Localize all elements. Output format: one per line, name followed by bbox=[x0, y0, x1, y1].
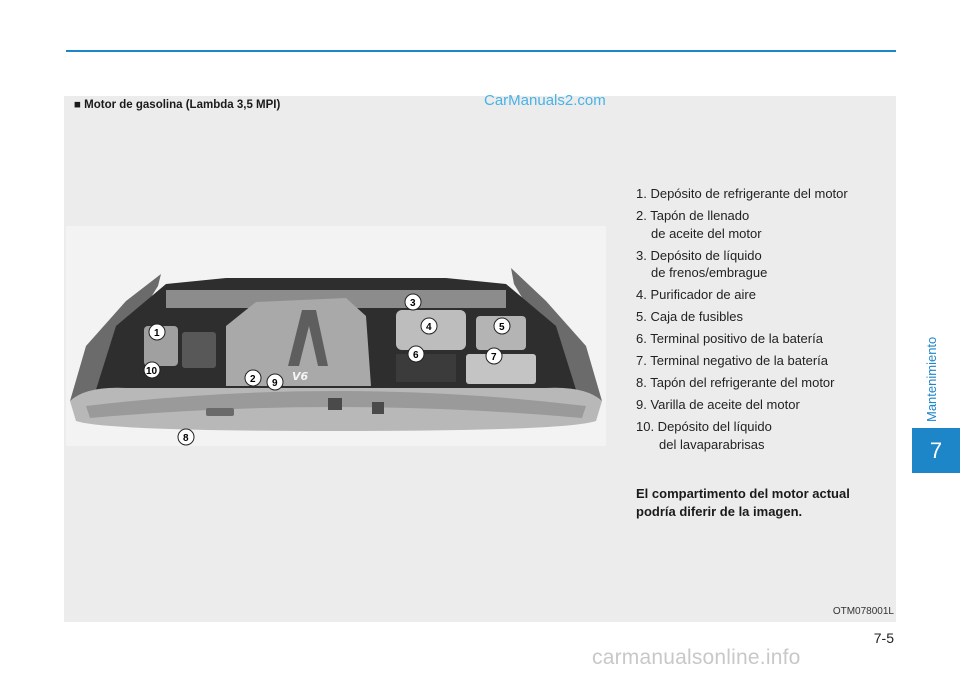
list-item: 3. Depósito de líquido de frenos/embrague bbox=[636, 247, 768, 280]
svg-text:6: 6 bbox=[413, 350, 419, 361]
callout-9 bbox=[267, 374, 283, 390]
chapter-tab[interactable] bbox=[912, 428, 960, 473]
callout-2 bbox=[245, 370, 261, 386]
svg-text:5: 5 bbox=[499, 322, 505, 333]
page-number: 7-5 bbox=[873, 630, 894, 646]
list-item: 7. Terminal negativo de la batería bbox=[636, 353, 828, 368]
list-item: 2. Tapón de llenado de aceite del motor bbox=[636, 208, 762, 241]
header-rule bbox=[66, 50, 896, 52]
callout-3 bbox=[405, 294, 421, 310]
list-item: 8. Tapón del refrigerante del motor bbox=[636, 375, 835, 390]
engine-bay-photo bbox=[66, 226, 606, 446]
callout-6 bbox=[408, 346, 424, 362]
callout-4 bbox=[421, 318, 437, 334]
list-item: 1. Depósito de refrigerante del motor bbox=[636, 186, 848, 201]
svg-text:8: 8 bbox=[183, 433, 189, 444]
engine-bay-illustration bbox=[66, 226, 606, 446]
svg-text:2: 2 bbox=[250, 374, 256, 385]
svg-text:7: 7 bbox=[491, 352, 497, 363]
list-item: 10. Depósito del líquido del lavaparabrisas bbox=[636, 419, 772, 452]
svg-text:3: 3 bbox=[410, 298, 416, 309]
list-item: 5. Caja de fusibles bbox=[636, 309, 743, 324]
list-item: 6. Terminal positivo de la batería bbox=[636, 331, 823, 346]
list-item: 4. Purificador de aire bbox=[636, 287, 756, 302]
callout-5 bbox=[494, 318, 510, 334]
engine-badge: V6 bbox=[292, 370, 309, 383]
callout-1 bbox=[149, 324, 165, 340]
svg-text:9: 9 bbox=[272, 378, 278, 389]
svg-text:1: 1 bbox=[154, 328, 160, 339]
chapter-number: 7 bbox=[929, 437, 943, 463]
callout-8 bbox=[178, 429, 194, 445]
section-title: ■ Motor de gasolina (Lambda 3,5 MPI) bbox=[74, 99, 281, 111]
parts-list bbox=[636, 185, 886, 458]
svg-text:4: 4 bbox=[426, 322, 432, 333]
section-side-label: Mantenimiento bbox=[924, 336, 939, 422]
svg-text:10: 10 bbox=[146, 366, 158, 377]
site-footer-link[interactable]: carmanualsonline.info bbox=[592, 646, 801, 669]
watermark-link[interactable]: CarManuals2.com bbox=[484, 92, 606, 109]
callout-10 bbox=[144, 362, 160, 378]
image-code: OTM078001L bbox=[832, 606, 894, 617]
callout-7 bbox=[486, 348, 502, 364]
list-item: 9. Varilla de aceite del motor bbox=[636, 397, 800, 412]
disclaimer-note: El compartimento del motor actual podría diferir de la imagen. bbox=[636, 486, 850, 519]
